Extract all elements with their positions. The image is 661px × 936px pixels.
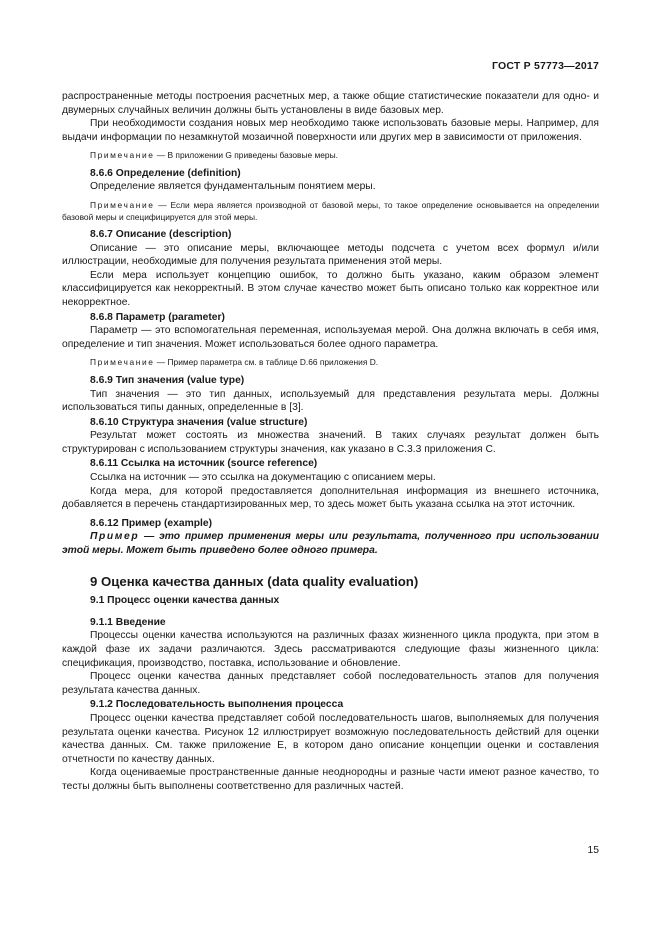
note-text: — Если мера является производной от базовой меры, то такое определение основывается на определении базовой меры и специфицируется для этой меры. xyxy=(62,200,599,222)
paragraph: Когда оцениваемые пространственные данные неоднородны и разные части имеют разное качество, то тесты должны быть выполнены соответственно для различных частей. xyxy=(62,767,599,792)
document-header: ГОСТ Р 57773—2017 xyxy=(491,60,599,72)
paragraph: Описание — это описание меры, включающее методы подсчета с учетом всех формул и/или иллюстрации, необходимые для получения результата применения этой меры. xyxy=(62,242,599,268)
paragraph: Определение является фундаментальным понятием меры. xyxy=(90,181,376,193)
note-text: — В приложении G приведены базовые меры. xyxy=(154,150,338,161)
paragraph: Когда мера, для которой предоставляется дополнительная информация из внешнего источника, добавляется в перечень стандартизированных мер, то здесь может быть указана ссылка на этот источник. xyxy=(62,485,599,511)
paragraph-continued: распространенные методы построения расчетных мер, а также общие статистические показатели для одно- и двумерных случайных величин должны быть установлены в виде базовых мер. xyxy=(62,91,599,116)
example-paragraph xyxy=(62,530,599,557)
note-3 xyxy=(62,357,599,369)
note-label: Примечание xyxy=(90,150,155,161)
section-8-6-11-title: 8.6.11 Ссылка на источник (source reference) xyxy=(90,458,318,470)
section-8-6-8-title: 8.6.8 Параметр (parameter) xyxy=(90,311,225,323)
section-9-1-2-title: 9.1.2 Последовательность выполнения процесса xyxy=(90,699,344,711)
paragraph: Результат может состоять из множества значений. В таких случаях результат должен быть структурирован с использованием структуры значения, как указано в С.3.3 приложения С. xyxy=(62,430,599,455)
note-text: — Пример параметра см. в таблице D.66 приложения D. xyxy=(154,357,379,368)
paragraph: Параметр — это вспомогательная переменная, используемая мерой. Она должна включать в себя имя, определение и тип значения. Может использоваться более одного параметра. xyxy=(62,325,599,350)
paragraph: Ссылка на источник — это ссылка на документацию с описанием меры. xyxy=(90,472,436,484)
section-8-6-7-title: 8.6.7 Описание (description) xyxy=(90,229,232,241)
paragraph: Тип значения — это тип данных, используемый для представления результата меры. Должны использоваться типы данных, определенные в [3]. xyxy=(62,388,599,414)
paragraph: Процесс оценки качества представляет собой последовательность шагов, выполняемых для получения результата оценки качества. Рисунок 12 иллюстрирует возможную последовательность действий для оценки качества данных. См. также приложение Е, в котором дано описание концепции оценки и составления отчетности по качеству данных. xyxy=(62,712,599,765)
paragraph: Процесс оценки качества данных представляет собой последовательность этапов для получения результата качества данных. xyxy=(62,671,599,696)
note-label: Примечание xyxy=(90,357,155,368)
note-1 xyxy=(62,150,599,162)
section-9-title: 9 Оценка качества данных (data quality evaluation) xyxy=(90,573,419,589)
section-9-1-1-title: 9.1.1 Введение xyxy=(90,616,166,628)
section-8-6-6-title: 8.6.6 Определение (definition) xyxy=(90,167,241,179)
section-8-6-12-title: 8.6.12 Пример (example) xyxy=(90,517,213,529)
paragraph: Процессы оценки качества используются на различных фазах жизненного цикла продукта, при этом в каждой фазе их задачи различаются. Здесь рассматриваются следующие фазы жизненного цикла: спецификация, производство, поставка, использование и обновление. xyxy=(62,630,599,669)
example-label: Пример xyxy=(90,531,140,543)
paragraph: Если мера использует концепцию ошибок, то должно быть указано, каким образом элемент классифицируется как некорректный. В этом случае качество может быть описано только как корректное или некорректное. xyxy=(62,269,599,309)
section-8-6-10-title: 8.6.10 Структура значения (value structure) xyxy=(90,416,308,428)
paragraph: При необходимости создания новых мер необходимо также использовать базовые меры. Например, для выдачи информации по незамкнутой мозаичной поверхности или других мер в зависимости от приложения. xyxy=(62,118,599,143)
page-number: 15 xyxy=(587,845,599,856)
example-text: — это пример применения меры или результата, полученного при использовании этой меры. Может быть приведено более одного примера. xyxy=(62,531,599,557)
note-2 xyxy=(62,200,599,223)
note-label: Примечание xyxy=(90,200,155,211)
document-body xyxy=(62,90,599,794)
section-9-1-title: 9.1 Процесс оценки качества данных xyxy=(90,595,280,607)
section-8-6-9-title: 8.6.9 Тип значения (value type) xyxy=(90,374,245,386)
